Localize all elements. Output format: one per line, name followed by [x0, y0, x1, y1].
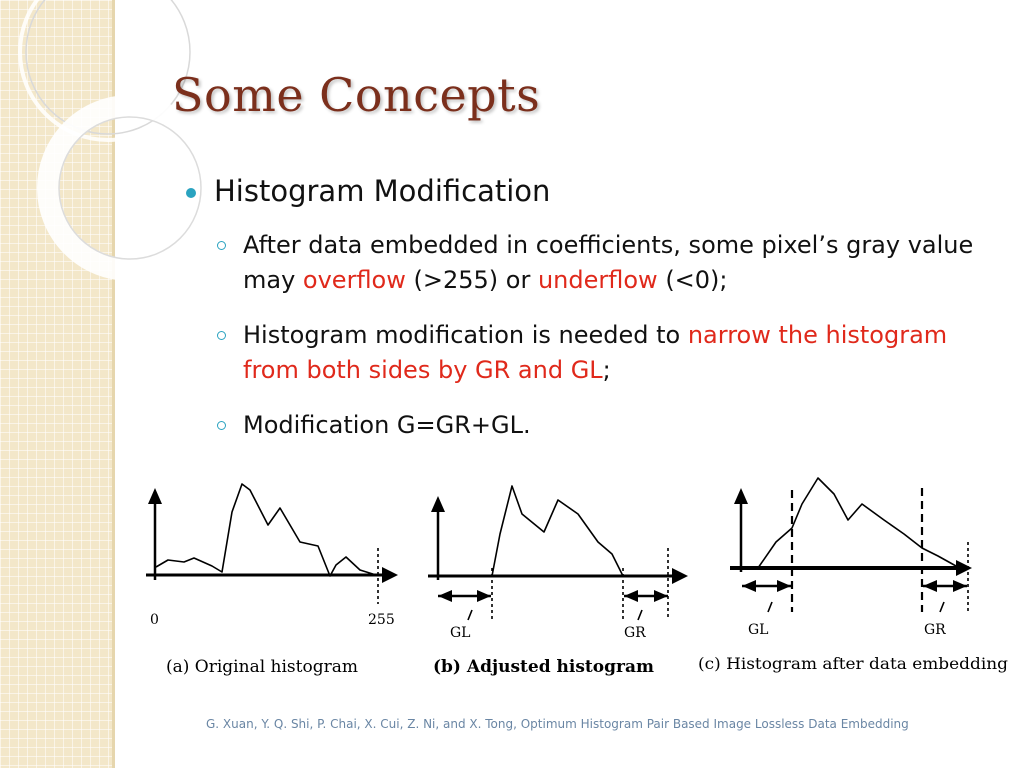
sub-bullet-text — [243, 408, 993, 443]
citation: G. Xuan, Y. Q. Shi, P. Chai, X. Cui, Z. Ni, and X. Tong, Optimum Histogram Pair Based Image Lossless Data Embedding — [206, 717, 909, 731]
panel-c-gl-arrow-right — [777, 580, 791, 592]
panel-b-gr-tick — [638, 610, 642, 620]
sub-bullet-ring-icon — [217, 421, 226, 430]
text-run: ; — [602, 356, 611, 384]
text-run: Histogram modification is needed to — [243, 321, 688, 349]
panel-c-caption: (c) Histogram after data embedding — [698, 654, 1008, 673]
panel-c-gl-arrow-left — [742, 580, 756, 592]
panel-b-x-arrow — [672, 568, 688, 584]
slide-title: Some Concepts — [172, 68, 541, 122]
panel-b-gl-arrow-left — [438, 590, 452, 602]
histogram-figure — [138, 472, 1018, 682]
panel-a-histogram-curve — [156, 484, 376, 576]
bullet-dot-icon — [186, 188, 196, 198]
panel-b-gl-tick — [468, 610, 472, 620]
text-run: After data embedded in coefficients, some pixel’s gray value may — [243, 231, 974, 294]
decorative-circles — [0, 0, 240, 320]
panel-b-gr-arrow-left — [624, 590, 638, 602]
panel-c-y-arrow — [734, 488, 748, 504]
panel-a-tick-max: 255 — [368, 612, 395, 628]
panel-c-x-arrow — [956, 560, 972, 576]
panel-c-gr-label: GR — [924, 622, 946, 638]
text-run: (>255) or — [405, 266, 538, 294]
panel-b-y-arrow — [431, 496, 445, 512]
bullet-text: Histogram Modification — [214, 174, 551, 208]
panel-b-gl-arrow-right — [477, 590, 491, 602]
panel-b-histogram-curve — [492, 486, 623, 576]
highlight-overflow: overflow — [302, 266, 406, 294]
sub-bullet-text — [243, 318, 993, 388]
panel-c-gl-tick — [768, 602, 772, 612]
panel-b-caption: (b) Adjusted histogram — [433, 657, 654, 677]
panel-a-caption: (a) Original histogram — [166, 657, 358, 677]
highlight-narrow: narrow the histogram from both sides by GR and GL — [243, 321, 948, 384]
panel-b-gr-label: GR — [624, 625, 646, 641]
text-run: (<0); — [657, 266, 728, 294]
panel-c-gr-tick — [940, 602, 944, 612]
panel-c-gr-arrow-right — [953, 580, 967, 592]
panel-a-y-arrow — [148, 488, 162, 504]
sub-bullet-text — [243, 228, 993, 298]
panel-c-gl-label: GL — [748, 622, 769, 638]
sub-bullet-ring-icon — [217, 331, 226, 340]
panel-a-x-arrow — [382, 567, 398, 583]
text-run: Modification G=GR+GL. — [243, 411, 531, 439]
panel-a-tick-min: 0 — [150, 612, 159, 628]
panel-c-gr-arrow-left — [923, 580, 937, 592]
panel-b-gr-arrow-right — [654, 590, 668, 602]
panel-c-histogram-curve — [758, 478, 956, 568]
panel-b-gl-label: GL — [450, 625, 471, 641]
sub-bullet-ring-icon — [217, 241, 226, 250]
highlight-underflow: underflow — [537, 266, 658, 294]
